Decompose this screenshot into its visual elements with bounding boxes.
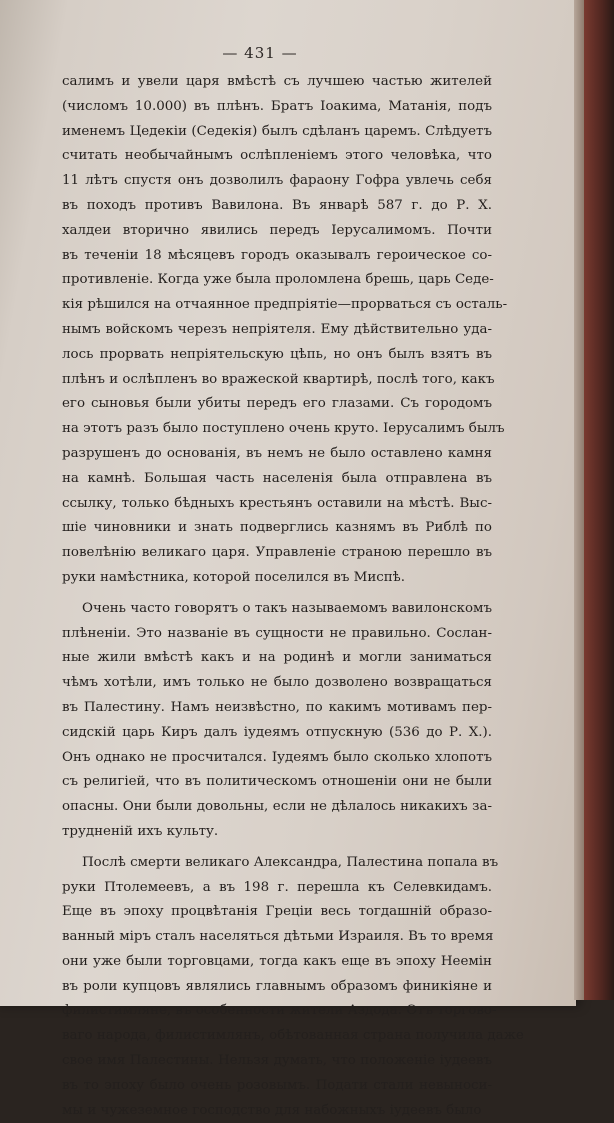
text-line: въ роли купцовъ являлись главнымъ образомъ финикіяне и — [62, 978, 492, 994]
text-line: нымъ войскомъ черезъ непріятеля. Ему дѣйствительно уда- — [62, 321, 492, 337]
text-line: ванный міръ сталъ населяться дѣтьми Израиля. Въ то время — [62, 929, 494, 945]
text-line: мы и чужеземное господство для набожныхъ іудеевъ было — [62, 1102, 482, 1118]
text-line: въ Палестину. Намъ неизвѣстно, по какимъ мотивамъ пер- — [62, 699, 492, 715]
paragraph — [62, 597, 492, 845]
text-line: кія рѣшился на отчаянное предпріятіе—прорваться съ осталь- — [62, 297, 508, 313]
text-line: повелѣнію великаго царя. Управленіе страною перешло въ — [62, 545, 492, 561]
text-line: шіе чиновники и знать подверглись казнямъ въ Риблѣ по — [62, 520, 492, 536]
text-line: Еще въ эпоху процвѣтанія Греціи весь тогдашній образо- — [62, 904, 492, 920]
paragraph — [62, 70, 508, 591]
text-line: съ религіей, что въ политическомъ отношеніи они не были — [62, 774, 492, 790]
text-line: (числомъ 10.000) въ плѣнъ. Братъ Іоакима, Матанія, подъ — [62, 98, 492, 114]
text-line: въ то эпоху было очень розовымъ. Подати стали невыноси- — [62, 1077, 492, 1093]
text-line: въ теченіи 18 мѣсяцевъ городъ оказывалъ героическое со- — [62, 247, 492, 263]
text-line: халдеи вторично явились передъ Іерусалимомъ. Почти — [62, 222, 492, 238]
text-line: салимъ и увели царя вмѣстѣ съ лучшею частью жителей — [62, 74, 492, 89]
text-line: трудненій ихъ культу. — [62, 823, 219, 839]
text-line: разрушенъ до основанія, въ немъ не было оставлено камня — [62, 445, 492, 461]
text-line: его сыновья были убиты передъ его глазами. Съ городомъ — [62, 396, 492, 412]
text-line: филистимляне, въ особенности жители Аздода. Отъ торгово- — [62, 1003, 497, 1019]
body-text — [62, 70, 524, 1123]
text-line: лось прорвать непріятельскую цѣпь, но онъ былъ взятъ въ — [62, 346, 492, 362]
paragraph — [62, 851, 524, 1123]
text-line: 11 лѣтъ спустя онъ дозволилъ фараону Гофра увлечь себя — [62, 173, 492, 189]
text-line: свое имя Палестины. Нельзя думать, что положеніе іудеевъ — [62, 1053, 492, 1069]
text-line: именемъ Цедекіи (Седекія) былъ сдѣланъ царемъ. Слѣдуетъ — [62, 123, 492, 139]
text-line: на этотъ разъ было поступлено очень круто. Іерусалимъ былъ — [62, 421, 505, 437]
text-line: руки Птолемеевъ, а въ 198 г. перешла къ Селевкидамъ. — [62, 879, 492, 895]
text-line: Послѣ смерти великаго Александра, Палестина попала въ — [82, 854, 499, 870]
text-line: плѣнъ и ослѣпленъ во вражеской квартирѣ, послѣ того, какъ — [62, 371, 495, 387]
text-line: они уже были торговцами, тогда какъ еще въ эпоху Неемін — [62, 953, 492, 969]
text-line: Онъ однако не просчитался. Іудеямъ было сколько хлопотъ — [62, 749, 492, 765]
text-line: Очень часто говорятъ о такъ называемомъ вавилонскомъ — [82, 600, 492, 616]
text-line: ссылку, только бѣдныхъ крестьянъ оставили на мѣстѣ. Выс- — [62, 495, 492, 511]
page-edge — [574, 0, 584, 1000]
text-line: опасны. Они были довольны, если не дѣлалось никакихъ за- — [62, 799, 492, 815]
book-spine — [584, 0, 614, 1000]
text-line: плѣненіи. Это названіе въ сущности не правильно. Сослан- — [62, 625, 492, 641]
text-line: на камнѣ. Большая часть населенія была отправлена въ — [62, 470, 492, 486]
text-line: считать необычайнымъ ослѣпленіемъ этого человѣка, что — [62, 148, 492, 164]
text-line: сидскій царь Киръ далъ іудеямъ отпускную (536 до Р. Х.). — [62, 724, 492, 740]
text-line: противленіе. Когда уже была проломлена брешь, царь Седе- — [62, 272, 494, 288]
text-line: ные жили вмѣстѣ какъ и на родинѣ и могли заниматься — [62, 650, 492, 666]
text-line: ваго народа, филистимлянъ, обѣтованная страна получила даже — [62, 1028, 524, 1044]
page-number: — 431 — — [222, 44, 298, 62]
text-line: въ походъ противъ Вавилона. Въ январѣ 587 г. до Р. Х. — [62, 197, 492, 213]
text-line: чѣмъ хотѣли, имъ только не было дозволено возвращаться — [62, 675, 492, 691]
text-line: руки намѣстника, которой поселился въ Миспѣ. — [62, 569, 405, 585]
